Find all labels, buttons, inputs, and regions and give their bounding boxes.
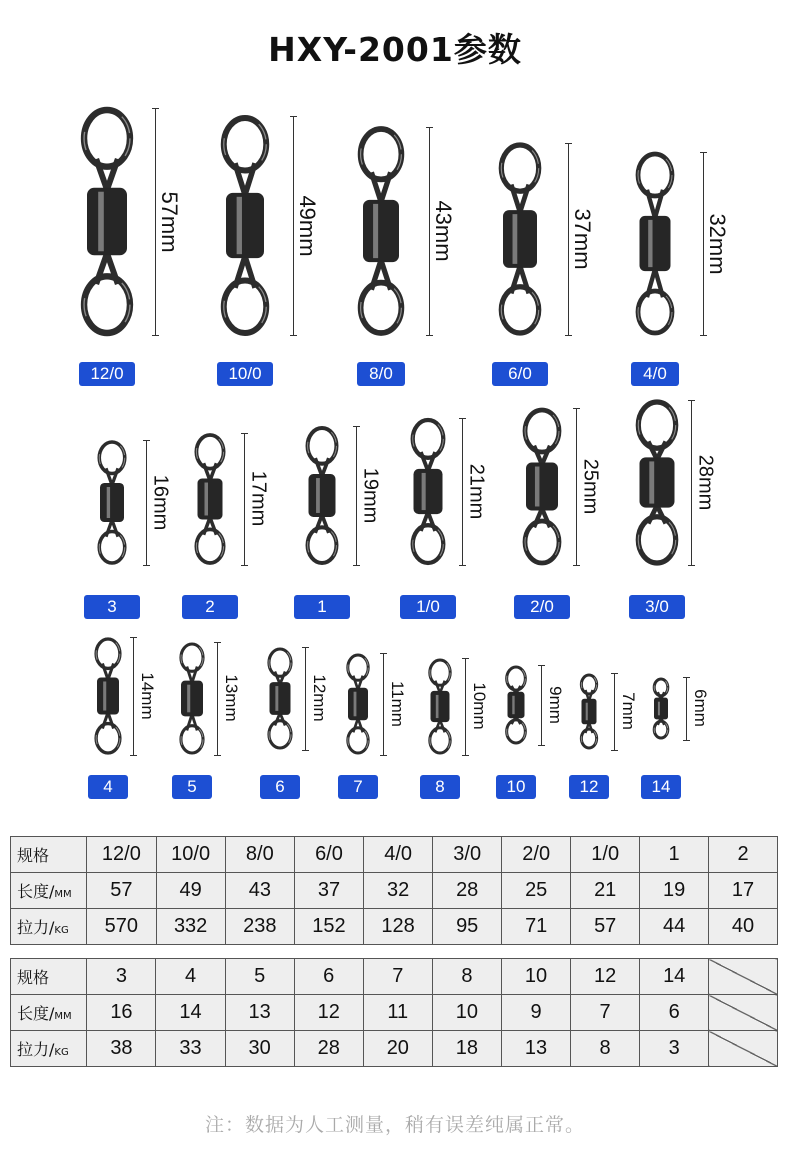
table-cell: 5 <box>225 959 294 995</box>
swivel-icon <box>643 675 679 742</box>
table-cell: 32 <box>364 873 433 909</box>
table-cell: 95 <box>433 909 502 945</box>
size-badge: 2/0 <box>514 595 570 619</box>
table-cell: 43 <box>225 873 294 909</box>
strength-row <box>11 909 778 945</box>
length-label: 10mm <box>470 682 489 730</box>
size-badge: 7 <box>338 775 378 799</box>
length-label: 43mm <box>431 200 456 262</box>
spec-table-1 <box>10 836 778 945</box>
footnote: 注：数据为人工测量，稍有误差纯属正常。 <box>204 1114 585 1136</box>
length-label: 11mm <box>388 680 407 727</box>
table-cell: 3 <box>87 959 156 995</box>
dimension-line <box>465 658 466 755</box>
spec-table-1-wrap <box>10 836 778 945</box>
table-cell: 3/0 <box>433 837 502 873</box>
size-badge: 4/0 <box>631 362 679 386</box>
length-label: 49mm <box>295 194 320 257</box>
swivel-icon <box>70 106 144 337</box>
table-cell: 40 <box>709 909 778 945</box>
swivel-icon <box>87 438 137 567</box>
length-row <box>11 995 778 1031</box>
row-header <box>11 959 87 995</box>
length-label: 28mm <box>694 454 717 510</box>
length-label: 19mm <box>359 467 382 523</box>
dimension-tick <box>130 637 137 638</box>
dimension-line <box>614 673 615 750</box>
dimension-line <box>541 665 542 745</box>
table-cell: 570 <box>87 909 156 945</box>
dimension-tick <box>462 755 469 756</box>
size-badge: 3 <box>84 595 140 619</box>
dimension-tick <box>459 565 466 566</box>
table-cell: 10/0 <box>156 837 225 873</box>
row-header <box>11 873 87 909</box>
dimension-tick <box>380 653 387 654</box>
dimension-tick <box>241 565 248 566</box>
spec-table-2 <box>10 958 778 1067</box>
size-badge: 6/0 <box>492 362 548 386</box>
table-cell: 1/0 <box>571 837 640 873</box>
table-cell: 4 <box>156 959 225 995</box>
table-cell: 57 <box>571 909 640 945</box>
dimension-tick <box>380 755 387 756</box>
row-header-unit: MM <box>54 1011 72 1022</box>
length-label: 32mm <box>705 212 730 275</box>
length-label: 37mm <box>570 208 595 270</box>
dimension-tick <box>143 565 150 566</box>
swivel-icon <box>625 398 689 567</box>
table-cell: 128 <box>364 909 433 945</box>
dimension-line <box>576 408 577 565</box>
table-cell: 20 <box>363 1031 432 1067</box>
length-label: 12mm <box>310 674 329 722</box>
dimension-tick <box>152 335 159 336</box>
table-cell: 4/0 <box>364 837 433 873</box>
size-badge: 1 <box>294 595 350 619</box>
size-badge: 3/0 <box>629 595 685 619</box>
table-cell: 17 <box>709 873 778 909</box>
row-header-unit: MM <box>54 889 72 900</box>
dimension-tick <box>538 665 545 666</box>
table-cell: 18 <box>432 1031 501 1067</box>
dimension-line <box>305 647 306 750</box>
length-row <box>11 873 778 909</box>
row-header <box>11 837 87 873</box>
size-badge: 14 <box>641 775 681 799</box>
dimension-line <box>686 677 687 740</box>
dimension-tick <box>611 673 618 674</box>
table-cell: 37 <box>294 873 363 909</box>
dimension-tick <box>130 755 137 756</box>
table-cell: 9 <box>501 995 570 1031</box>
length-label: 21mm <box>465 463 488 519</box>
size-badge: 12/0 <box>79 362 135 386</box>
spec-table-2-wrap <box>10 958 778 1067</box>
row-header-label: 拉力/ <box>17 1040 55 1059</box>
length-label: 16mm <box>149 474 172 530</box>
table-cell: 14 <box>156 995 225 1031</box>
dimension-tick <box>683 740 690 741</box>
dimension-tick <box>214 642 221 643</box>
table-cell: 6 <box>294 959 363 995</box>
length-label: 9mm <box>546 685 565 724</box>
table-cell: 28 <box>433 873 502 909</box>
dimension-line <box>244 433 245 565</box>
row-header-label: 拉力/ <box>17 918 55 937</box>
row-header <box>11 1031 87 1067</box>
swivel-icon <box>400 416 456 567</box>
table-cell: 10 <box>501 959 570 995</box>
table-cell: 28 <box>294 1031 363 1067</box>
table-cell: 13 <box>501 1031 570 1067</box>
empty-cell <box>709 959 778 995</box>
dimension-tick <box>700 152 707 153</box>
table-cell: 38 <box>87 1031 156 1067</box>
dimension-tick <box>688 565 695 566</box>
dimension-tick <box>688 400 695 401</box>
table-cell: 8 <box>571 1031 640 1067</box>
swivel-icon <box>169 640 215 757</box>
length-label: 57mm <box>157 190 182 253</box>
row-header <box>11 995 87 1031</box>
size-badge: 8/0 <box>357 362 405 386</box>
size-badge: 12 <box>569 775 609 799</box>
table-cell: 7 <box>571 995 640 1031</box>
dimension-tick <box>565 143 572 144</box>
length-label: 25mm <box>579 458 602 514</box>
length-label: 14mm <box>138 671 157 720</box>
dimension-tick <box>353 426 360 427</box>
table-cell: 332 <box>156 909 225 945</box>
length-label: 13mm <box>222 674 241 722</box>
table-cell: 49 <box>156 873 225 909</box>
swivel-icon <box>347 125 415 337</box>
table-cell: 19 <box>640 873 709 909</box>
swivel-icon <box>495 663 537 747</box>
swivel-icon <box>512 406 572 567</box>
dimension-line <box>462 418 463 565</box>
row-header <box>11 909 87 945</box>
table-cell: 2/0 <box>502 837 571 873</box>
page-title: HXY-2001参数 <box>268 30 522 69</box>
table-cell: 30 <box>225 1031 294 1067</box>
table-cell: 6 <box>640 995 709 1031</box>
size-badge: 10/0 <box>217 362 273 386</box>
dimension-tick <box>426 127 433 128</box>
swivel-icon <box>570 671 608 752</box>
table-cell: 6/0 <box>294 837 363 873</box>
dimension-tick <box>573 565 580 566</box>
table-cell: 71 <box>502 909 571 945</box>
row-header-label: 规格 <box>17 968 50 987</box>
table-cell: 8 <box>432 959 501 995</box>
dimension-tick <box>459 418 466 419</box>
size-badge: 2 <box>182 595 238 619</box>
table-cell: 12/0 <box>87 837 156 873</box>
swivel-icon <box>84 635 132 757</box>
table-cell: 14 <box>640 959 709 995</box>
dimension-tick <box>290 116 297 117</box>
dimension-tick <box>611 750 618 751</box>
length-label: 6mm <box>691 689 710 727</box>
table-cell: 1 <box>640 837 709 873</box>
dimension-tick <box>683 677 690 678</box>
size-badge: 1/0 <box>400 595 456 619</box>
size-badge: 8 <box>420 775 460 799</box>
swivel-icon <box>184 431 236 567</box>
dimension-tick <box>565 335 572 336</box>
table-cell: 57 <box>87 873 156 909</box>
dimension-line <box>356 426 357 565</box>
size-badge: 5 <box>172 775 212 799</box>
empty-cell <box>709 995 778 1031</box>
dimension-tick <box>353 565 360 566</box>
dimension-tick <box>152 108 159 109</box>
swivel-icon <box>488 141 552 337</box>
spec-row <box>11 837 778 873</box>
swivel-icon <box>257 645 303 752</box>
dimension-tick <box>143 440 150 441</box>
dimension-tick <box>462 658 469 659</box>
spec-row <box>11 959 778 995</box>
row-header-unit: KG <box>54 925 69 936</box>
size-badge: 6 <box>260 775 300 799</box>
size-badge: 4 <box>88 775 128 799</box>
dimension-line <box>146 440 147 565</box>
dimension-tick <box>290 335 297 336</box>
swivel-icon <box>625 150 685 337</box>
swivel-icon <box>210 114 280 337</box>
table-cell: 12 <box>571 959 640 995</box>
table-cell: 8/0 <box>225 837 294 873</box>
table-cell: 10 <box>432 995 501 1031</box>
size-badge: 10 <box>496 775 536 799</box>
dimension-tick <box>302 647 309 648</box>
strength-row <box>11 1031 778 1067</box>
table-cell: 2 <box>709 837 778 873</box>
table-cell: 12 <box>294 995 363 1031</box>
table-cell: 11 <box>363 995 432 1031</box>
swivel-icon <box>295 424 349 567</box>
dimension-tick <box>538 745 545 746</box>
dimension-tick <box>573 408 580 409</box>
table-cell: 21 <box>571 873 640 909</box>
dimension-line <box>691 400 692 565</box>
dimension-tick <box>700 335 707 336</box>
empty-cell <box>709 1031 778 1067</box>
dimension-tick <box>426 335 433 336</box>
table-cell: 13 <box>225 995 294 1031</box>
dimension-tick <box>302 750 309 751</box>
row-header-label: 长度/ <box>17 1004 55 1023</box>
table-cell: 33 <box>156 1031 225 1067</box>
dimension-line <box>217 642 218 755</box>
table-cell: 44 <box>640 909 709 945</box>
dimension-tick <box>214 755 221 756</box>
swivel-icon <box>336 651 380 757</box>
dimension-line <box>383 653 384 755</box>
table-cell: 16 <box>87 995 156 1031</box>
length-label: 7mm <box>619 692 638 730</box>
dimension-line <box>133 637 134 755</box>
table-cell: 152 <box>294 909 363 945</box>
table-cell: 7 <box>363 959 432 995</box>
table-cell: 25 <box>502 873 571 909</box>
swivel-icon <box>418 656 462 757</box>
row-header-label: 规格 <box>17 846 50 865</box>
table-cell: 3 <box>640 1031 709 1067</box>
dimension-tick <box>241 433 248 434</box>
row-header-label: 长度/ <box>17 882 55 901</box>
row-header-unit: KG <box>54 1047 69 1058</box>
table-cell: 238 <box>225 909 294 945</box>
length-label: 17mm <box>247 470 270 527</box>
